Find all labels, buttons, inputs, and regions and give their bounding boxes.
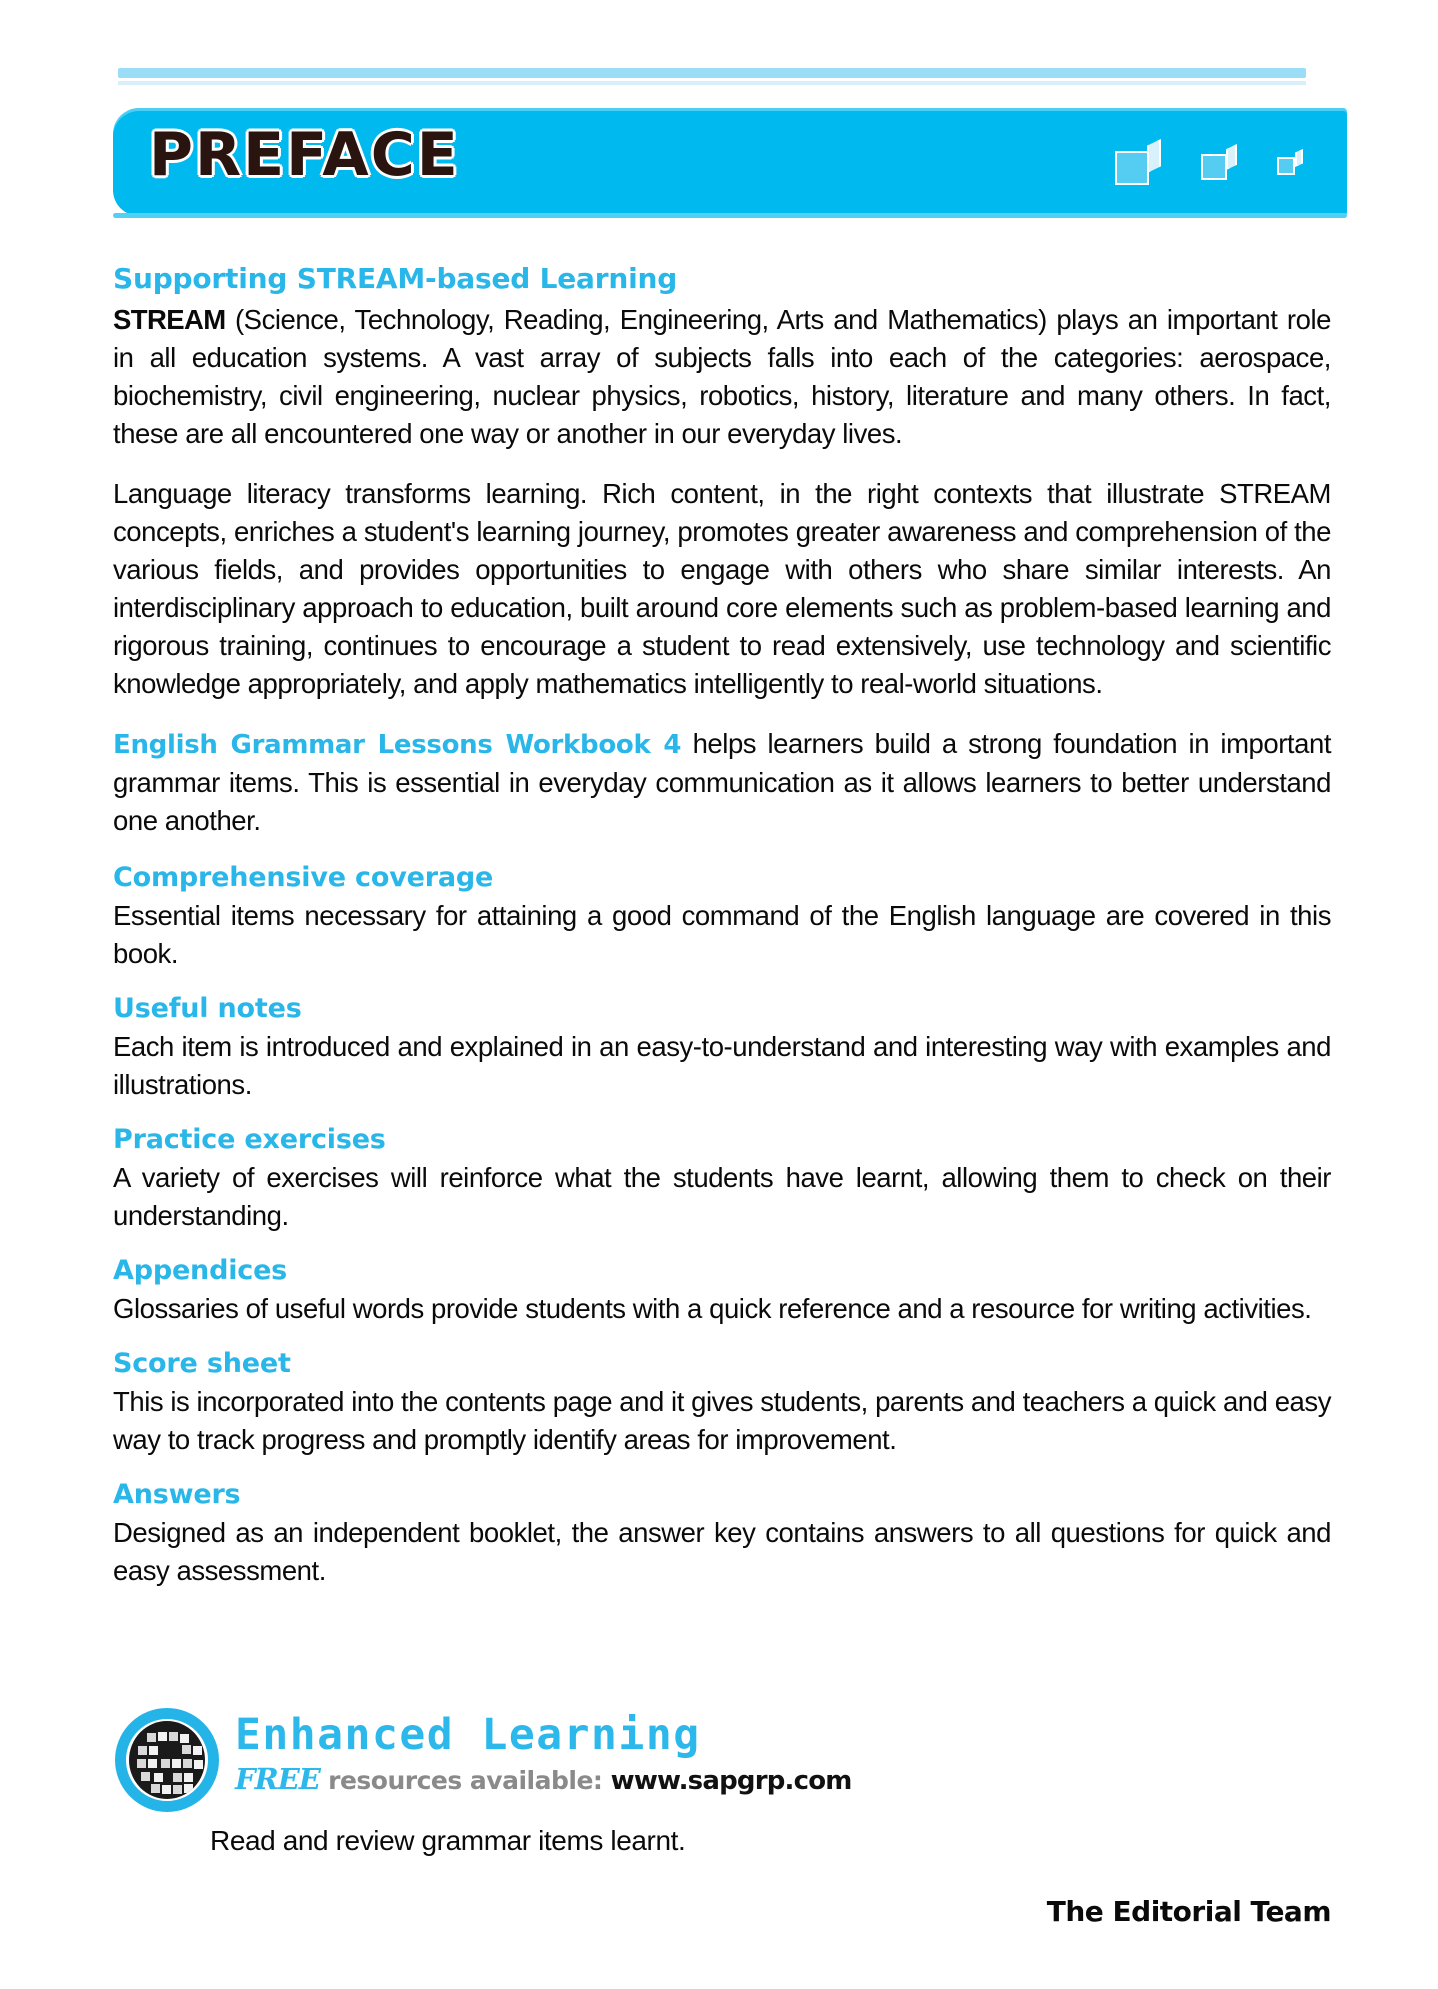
page-title: PREFACE [149, 120, 460, 190]
banner-icon-group [1115, 108, 1303, 216]
logo-caption: Read and review grammar items learnt. [210, 1825, 686, 1856]
paragraph-stream-definition [113, 301, 1331, 453]
cube-large-front [1115, 151, 1149, 185]
logo-pip [148, 1759, 157, 1768]
logo-subline [235, 1762, 852, 1802]
logo-website-url[interactable]: www.sapgrp.com [610, 1766, 852, 1796]
logo-pip [184, 1773, 193, 1782]
logo-pip [183, 1759, 192, 1768]
section-heading-supporting-stream: Supporting STREAM-based Learning [113, 262, 678, 295]
stream-acronym: STREAM [113, 304, 226, 335]
preface-body [113, 262, 1331, 1610]
logo-pip [184, 1784, 193, 1793]
logo-disc [129, 1721, 205, 1799]
logo-wordmark [235, 1710, 852, 1802]
editorial-signoff: The Editorial Team [1046, 1895, 1331, 1928]
section-heading-useful-notes: Useful notes [113, 993, 302, 1024]
paragraph-language-literacy: Language literacy transforms learning. Rich content, in the right contexts that illustrate STREAM concepts, enriches a student's learning journey, promotes greater awareness and comprehension of the various fields, and provides opportunities to engage with others who share similar interests. An interdisciplinary approach to education, built around core elements such as problem-based learning and rigorous training, continues to encourage a student to read extensively, use technology and scientific knowledge appropriately, and apply mathematics intelligently to real-world situations. [113, 478, 1331, 699]
section-heading-score-sheet: Score sheet [113, 1348, 291, 1379]
cube-medium-icon [1201, 144, 1237, 180]
page-header-banner [113, 108, 1347, 216]
cube-medium-front [1201, 154, 1227, 180]
banner-underline [113, 213, 1347, 218]
logo-pip [180, 1734, 189, 1743]
logo-pip [151, 1784, 160, 1793]
logo-pip [147, 1733, 156, 1742]
logo-pip [138, 1746, 147, 1755]
top-rule-thick [118, 68, 1306, 78]
enhanced-learning-disc-icon [115, 1708, 219, 1812]
section-body-appendices: Glossaries of useful words provide students with a quick reference and a resource for writing activities. [113, 1293, 1312, 1324]
top-decorative-rules [118, 68, 1306, 86]
logo-pip [158, 1732, 167, 1741]
logo-pip [149, 1746, 158, 1755]
workbook-title: English Grammar Lessons Workbook 4 [113, 730, 682, 760]
cube-large-side [1147, 139, 1161, 173]
logo-pip [154, 1773, 163, 1782]
logo-pip [162, 1785, 171, 1794]
paragraph-stream-definition-rest: (Science, Technology, Reading, Engineering, Arts and Mathematics) plays an important role in all education systems. A vast array of subjects falls into each of the categories: aerospace, biochemistry, civil engineering, nuclear physics, robotics, history, literature and many others. In fact, these are all encountered one way or another in our everyday lives. [113, 304, 1331, 449]
logo-pip [173, 1785, 182, 1794]
logo-pip [137, 1759, 146, 1768]
logo-free-word: FREE [235, 1762, 320, 1796]
section-body-useful-notes: Each item is introduced and explained in an easy-to-understand and interesting way with examples and illustrations. [113, 1031, 1331, 1100]
logo-pip [194, 1760, 203, 1769]
logo-pip [161, 1759, 170, 1768]
section-heading-practice-exercises: Practice exercises [113, 1124, 386, 1155]
cube-large-icon [1115, 139, 1161, 185]
cube-small-icon [1277, 149, 1303, 175]
logo-pip [172, 1759, 181, 1768]
logo-pip [182, 1745, 191, 1754]
top-rule-thin [118, 81, 1306, 85]
logo-pip [193, 1746, 202, 1755]
section-heading-comprehensive-coverage: Comprehensive coverage [113, 862, 494, 893]
paragraph-workbook-intro-rest: helps learners build a strong foundation in important grammar items. This is essential in everyday communication as it allows learners to better understand one another. [113, 728, 1332, 836]
enhanced-learning-logo [113, 1702, 852, 1822]
logo-pip [173, 1773, 182, 1782]
cube-small-side [1295, 149, 1303, 167]
section-heading-appendices: Appendices [113, 1255, 288, 1286]
paragraph-workbook-intro [113, 725, 1331, 840]
logo-pip [141, 1772, 150, 1781]
logo-title: Enhanced Learning [235, 1710, 701, 1760]
section-body-answers: Designed as an independent booklet, the answer key contains answers to all questions for quick and easy assessment. [113, 1517, 1331, 1586]
section-heading-answers: Answers [113, 1479, 241, 1510]
section-body-score-sheet: This is incorporated into the contents page and it gives students, parents and teachers a quick and easy way to track progress and promptly identify areas for improvement. [113, 1386, 1331, 1455]
section-body-comprehensive-coverage: Essential items necessary for attaining a good command of the English language are covered in this book. [113, 900, 1331, 969]
cube-medium-side [1226, 144, 1237, 170]
logo-pip [169, 1732, 178, 1741]
cube-small-front [1277, 157, 1295, 175]
section-body-practice-exercises: A variety of exercises will reinforce what the students have learnt, allowing them to check on their understanding. [113, 1162, 1331, 1231]
logo-resources-text: resources available: [319, 1766, 611, 1795]
